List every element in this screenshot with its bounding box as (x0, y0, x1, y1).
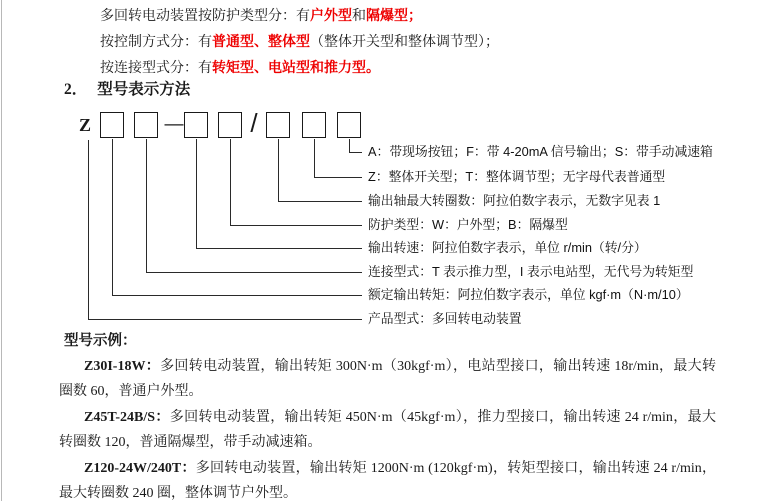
emphasis-text: 普通型、整体型 (212, 33, 310, 49)
body-text: 按连接型式分：有 (100, 61, 212, 76)
connector-line (349, 152, 362, 153)
dash-separator: — (164, 114, 184, 135)
code-box-6 (302, 112, 326, 138)
body-text: 和 (352, 9, 366, 24)
intro-text (100, 3, 499, 81)
connector-line (112, 295, 362, 296)
connector-line (146, 272, 362, 273)
diagram-label: 连接型式：T 表示推力型，I 表示电站型，无代号为转矩型 (368, 264, 694, 279)
emphasis-text: 隔爆型； (366, 7, 422, 23)
connector-line (112, 139, 113, 295)
section-title: 型号表示方法 (97, 81, 191, 98)
section-number: 2． (64, 81, 88, 98)
diagram-label: 防护类型：W：户外型；B：隔爆型 (368, 217, 568, 232)
page-edge-line (1, 0, 2, 501)
model-code: Z45T-24B/S： (84, 409, 170, 425)
model-example (59, 456, 716, 501)
model-description: 多回转电动装置，输出转矩 1200N·m (120kgf·m)，转矩型接口，输出转速 24 r/min，最大转圈数 240 圈，整体调节户外型。 (59, 460, 716, 501)
diagram-label: 额定输出转矩：阿拉伯数字表示，单位 kgf·m（N·m/10） (368, 287, 689, 302)
connector-line (146, 139, 147, 272)
examples-heading: 型号示例： (64, 333, 137, 349)
connector-line (88, 140, 89, 319)
body-text: 按控制方式分：有 (100, 35, 212, 50)
connector-line (196, 139, 197, 248)
model-code: Z120-24W/240T： (84, 460, 196, 476)
diagram-label: 输出轴最大转圈数：阿拉伯数字表示，无数字见表 1 (368, 193, 661, 208)
diagram-label: A：带现场按钮；F：带 4-20mA 信号输出；S：带手动减速箱 (368, 144, 713, 159)
connector-line (230, 225, 362, 226)
code-box-4 (218, 112, 242, 138)
model-example (59, 354, 716, 405)
body-text: 多回转电动装置按防护类型分：有 (100, 9, 310, 24)
connector-line (88, 319, 362, 320)
connector-line (314, 139, 315, 177)
connector-line (278, 201, 362, 202)
code-box-7 (337, 112, 361, 138)
body-text: （整体开关型和整体调节型）； (310, 35, 499, 50)
connector-line (314, 177, 362, 178)
diagram-label: Z：整体开关型；T：整体调节型；无字母代表普通型 (368, 169, 666, 184)
model-code: Z30I-18W： (84, 359, 161, 374)
connector-line (278, 139, 279, 201)
diagram-label: 输出转速：阿拉伯数字表示，单位 r/min（转/分） (368, 240, 647, 255)
code-box-1 (100, 112, 124, 138)
code-box-3 (184, 112, 208, 138)
emphasis-text: 转矩型、电站型和推力型。 (212, 59, 380, 75)
intro-line (100, 29, 499, 55)
model-description: 多回转电动装置，输出转矩 300N·m（30kgf·m），电站型接口，输出转速 18r/min，最大转圈数 60，普通户外型。 (59, 359, 716, 400)
connector-line (196, 248, 362, 249)
model-example (59, 405, 716, 456)
connector-line (230, 139, 231, 225)
emphasis-text: 户外型 (310, 7, 352, 23)
connector-line (349, 139, 350, 152)
section-heading (64, 77, 190, 99)
model-prefix-letter: Z (79, 115, 92, 135)
model-examples-section (59, 329, 716, 501)
slash-separator: / (250, 108, 258, 138)
code-box-2 (134, 112, 158, 138)
diagram-label: 产品型式：多回转电动装置 (368, 311, 522, 326)
intro-line (100, 3, 499, 29)
code-box-5 (266, 112, 290, 138)
model-description: 多回转电动装置，输出转矩 450N·m（45kgf·m），推力型接口，输出转速 24 r/min，最大转圈数 120，普通隔爆型，带手动减速箱。 (59, 409, 716, 451)
